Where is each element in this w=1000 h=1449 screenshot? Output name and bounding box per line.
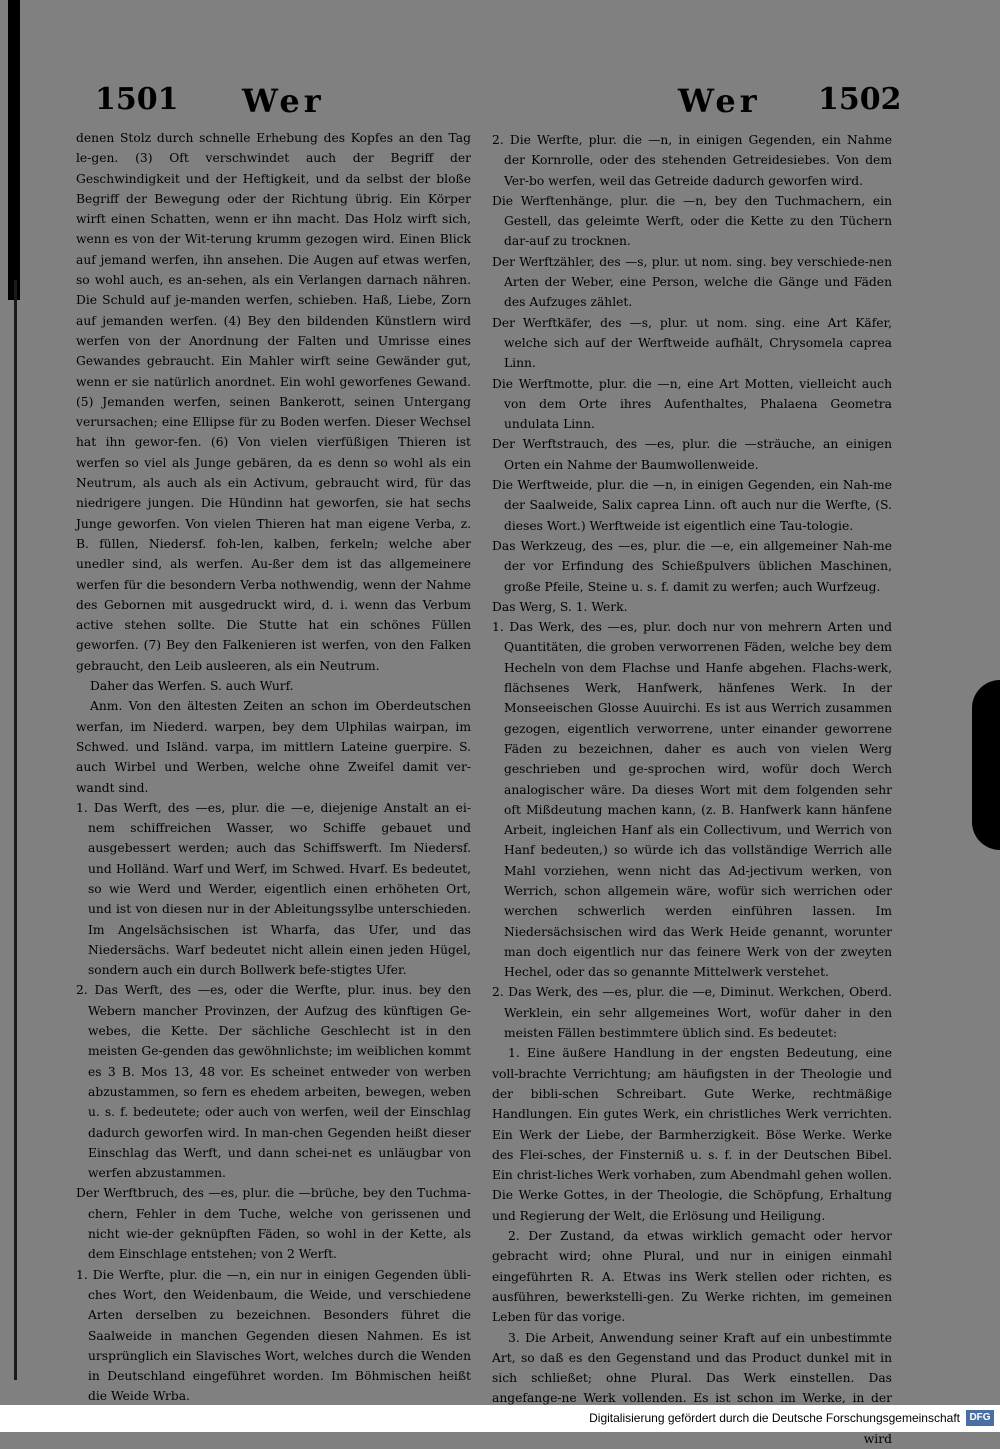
dfg-logo: DFG: [966, 1410, 994, 1426]
entry-werg: Das Werg, S. 1. Werk.: [492, 599, 628, 614]
entry-werftmotte: Die Werftmotte, plur. die —n, eine Art Motten, vielleicht auch von dem Orte ihres Aufenthaltes, Phalaena Geometra undulata Linn.: [492, 376, 892, 432]
entry-werftenhaenge: Die Werftenhänge, plur. die —n, bey den Tuchmachern, ein Gestell, das geleimte Werft, oder die Kette zu den Tüchern dar-auf zu trocknen.: [492, 193, 892, 249]
left-column: [76, 128, 471, 1427]
sense-2: 2. Der Zustand, da etwas wirklich gemacht oder hervor gebracht wird; ohne Plural, und nur in einigen einmahl eingeführten R. A. Etwas ins Werk stellen oder richten, es ausführen, bewerkstelli-gen. Zu Werke richten, im gemeinen Leben für das vorige.: [492, 1229, 892, 1325]
paragraph: Anm. Von den ältesten Zeiten an schon im Oberdeutschen werfan, im Niederd. warpen, bey dem Ulphilas wairpan, im Schwed. und Isländ. varpa, im mittlern Lateine guerpire. S. auch Wirbel und Werben, welche ohne Zweifel damit ver-wandt sind.: [76, 699, 471, 795]
edge-blot: [972, 680, 1000, 850]
funding-note: Digitalisierung gefördert durch die Deutsche Forschungsgemeinschaft: [589, 1411, 960, 1425]
entry-werftbruch: Der Werftbruch, des —es, plur. die —brüche, bey den Tuchma-chern, Fehler in dem Tuche, welche von gerissenen und nicht wie-der geknüpften Fäden, so wohl in der Kette, als dem Einschlage entstehen; von 2 Werft.: [76, 1186, 471, 1262]
entry-werftkaefer: Der Werftkäfer, des —s, plur. ut nom. sing. eine Art Käfer, welche sich auf der Werftweide aufhält, Chrysomela caprea Linn.: [492, 315, 892, 371]
entry-werft-2: 2. Das Werft, des —es, oder die Werfte, plur. inus. bey den Webern mancher Provinzen, der Aufzug des künftigen Ge-webes, die Kette. Der sächliche Geschlecht ist in den meisten Ge-genden das gewöhnlichste; im weiblichen kommt es 3 B. Mos 13, 48 vor. Es scheinet entweder von werben abzustammen, so fern es ehedem arbeiten, bewegen, weben u. s. f. bedeutete; oder auch von werfen, weil der Einschlag dadurch geworfen wird. In man-chen Gegenden heißt dieser Einschlag das Werft, und dann schei-net es unläugbar von werfen abzustammen.: [76, 983, 471, 1181]
left-running-head: Wer: [242, 82, 325, 120]
entry-werfte-2: 2. Die Werfte, plur. die —n, in einigen Gegenden, ein Nahme der Kornrolle, oder des stehenden Getreidesiebes. Von dem Ver-bo werfen, weil das Getreide dadurch geworfen wird.: [492, 133, 892, 188]
left-page-number: 1501: [95, 82, 179, 117]
binding-line: [14, 280, 17, 1380]
paragraph: Daher das Werfen. S. auch Wurf.: [90, 679, 294, 694]
entry-werft-1: 1. Das Werft, des —es, plur. die —e, diejenige Anstalt an ei-nem schiffreichen Wasser, wo Schiffe gebauet und ausgebessert werden; auch das Schiffswerft. Im Niedersf. und Holländ. Warf und Werf, im Schwed. Hvarf. Es bedeutet, so wie Werd und Werder, eigentlich einen erhöheten Ort, und ist von diesen nur in der Ableitungssylbe unterschieden. Im Angelsächsischen ist Wharfa, das Ufer, und das Niedersächs. Warf bedeutet nicht allein einen jeden Hügel, sondern auch ein durch Bollwerk befe-stigtes Ufer.: [76, 800, 471, 978]
entry-werkzeug: Das Werkzeug, des —es, plur. die —e, ein allgemeiner Nah-me der vor Erfindung des Schießpulvers üblichen Maschinen, große Pfeile, Steine u. s. f. damit zu werfen; auch Wurfzeug.: [492, 538, 892, 594]
binding-shadow: [8, 0, 20, 300]
entry-werftstrauch: Der Werftstrauch, des —es, plur. die —sträuche, an einigen Orten ein Nahme der Baumwollenweide.: [492, 437, 892, 472]
right-running-head: Wer: [678, 82, 761, 120]
right-column: [492, 130, 892, 1449]
right-page-number: 1502: [818, 82, 902, 117]
entry-werk-1: 1. Das Werk, des —es, plur. doch nur von mehrern Arten und Quantitäten, die groben verworrenen Fäden, welche bey dem Hecheln von dem Flachse und Hanfe abgehen. Flachs-werk, flächsenes Werk, Hanfwerk, hänfenes Werk. In der Monseeischen Glosse Auuirchi. Es ist aus Werrich zusammen gezogen, eigentlich verworrene, unter einander geworrene Fäden zu bezeichnen, daher es auch von vielen Werg geschrieben und ge-sprochen wird, wofür doch Werch analogischer wäre. Da dieses Wort mit dem folgenden sehr oft Mißdeutung machen kann, (z. B. Hanfwerk kann hänfene Arbeit, ingleichen Hanf als ein Collectivum, und Werrich von Hanf bedeuten,) so würde ich das vollständige Werrich alle Mahl vorziehen, wenn nicht das Ad-jectivum werken, von Werrich, schon allgemein wäre, wofür sich werrichen oder werchen schwerlich werden einführen lassen. Im Niedersächsischen wird das Werk Heide genannt, worunter man doch eigentlich nur das feinere Werk von der zweyten Hechel, oder das so genannte Mittelwerk verstehet.: [492, 620, 892, 980]
entry-werfte-1: 1. Die Werfte, plur. die —n, ein nur in einigen Gegenden übli-ches Wort, den Weidenbaum, die Weide, und verschiedene Arten derselben zu bezeichnen. Besonders führet die Saalweide in manchen Gegenden diesen Nahmen. Es ist ursprünglich ein Slavisches Wort, welches durch die Wenden in Deutschland eingeführet worden. Im Böhmischen heißt die Weide Wrba.: [76, 1267, 471, 1404]
catchword: wird: [863, 1432, 892, 1446]
entry-werk-2: 2. Das Werk, des —es, plur. die —e, Diminut. Werkchen, Oberd. Werklein, ein sehr allgemeines Wort, wofür daher in den meisten Fällen bestimmtere üblich sind. Es bedeutet:: [492, 985, 892, 1041]
entry-werftzaehler: Der Werftzähler, des —s, plur. ut nom. sing. bey verschiede-nen Arten der Weber, eine Person, welche die Gänge und Fäden des Aufzuges zählet.: [492, 254, 892, 310]
paragraph: denen Stolz durch schnelle Erhebung des Kopfes an den Tag le-gen. (3) Oft verschwindet auch der Begriff der Geschwindigkeit und der Heftigkeit, und da selbst der bloße Begriff der Bewegung oder der Richtung übrig. Ein Körper wirft einen Schatten, wenn er ihn macht. Das Holz wirft sich, wenn es von der Wit-terung krumm gezogen wird. Einen Blick auf jemand werfen, ihn ansehen. Die Augen auf etwas werfen, so wohl auch, es an-sehen, als ein Verlangen darnach nähren. Die Schuld auf je-manden werfen, schieben. Haß, Liebe, Zorn auf jemanden werfen. (4) Bey den bildenden Künstlern wird werfen von der Anordnung der Falten und Umrisse eines Gewandes gebraucht. Ein Mahler wirft seine Gewänder gut, wenn er sie natürlich anordnet. Ein wohl geworfenes Gewand. (5) Jemanden werfen, seinen Bankerott, seinen Untergang verursachen; eine Ellipse für zu Boden werfen. Dieser Wechsel hat ihn gewor-fen. (6) Von vielen vierfüßigen Thieren ist werfen so viel als Junge gebären, da es denn so wohl als ein Neutrum, als auch als ein Activum, gebraucht wird, für das niedrigere jungen. Die Hündinn hat geworfen, sie hat sechs Junge geworfen. Von vielen Thieren hat man eigene Verba, z. B. füllen, Niedersf. foh-len, kalben, ferkeln; welche aber unedler sind, als werfen. Au-ßer dem ist das allgemeinere werfen für die besondern Verba nothwendig, wenn der Nahme des Gebornen mit ausgedruckt wird, d. i. wenn das Verbum active stehen sollte. Die Stutte hat ein schönes Füllen geworfen. (7) Bey den Falkenieren ist werfen, von den Falken gebraucht, den Leib ausleeren, als ein Neutrum.: [76, 131, 471, 673]
sense-1: 1. Eine äußere Handlung in der engsten Bedeutung, eine voll-brachte Verrichtung; am häufigsten in der Theologie und der bibli-schen Schreibart. Gute Werke, rechtmäßige Handlungen. Ein gutes Werk, ein christliches Werk verrichten. Ein Werk der Liebe, der Barmherzigkeit. Böse Werke. Werke des Flei-sches, der Finsterniß u. s. f. in der Deutschen Bibel. Ein christ-liches Werk vorhaben, zum Abendmahl gehen wollen. Die Werke Gottes, in der Theologie, die Schöpfung, Erhaltung und Regierung der Welt, die Erlösung und Heiligung.: [492, 1046, 892, 1223]
entry-werftweide: Die Werftweide, plur. die —n, in einigen Gegenden, ein Nah-me der Saalweide, Salix caprea Linn. oft auch nur die Werfte, (S. dieses Wort.) Werftweide ist eigentlich eine Tau-tologie.: [492, 478, 892, 533]
sense-3: 3. Die Arbeit, Anwendung seiner Kraft auf ein unbestimmte Art, so daß es den Gegenstand und das Product dunkel mit in sich schließet; ohne Plural. Das Werk einstellen. Das angefange-ne Werk vollenden. Es ist schon im Werke, in der: [492, 1330, 892, 1406]
footer-bar: [0, 1405, 1000, 1432]
